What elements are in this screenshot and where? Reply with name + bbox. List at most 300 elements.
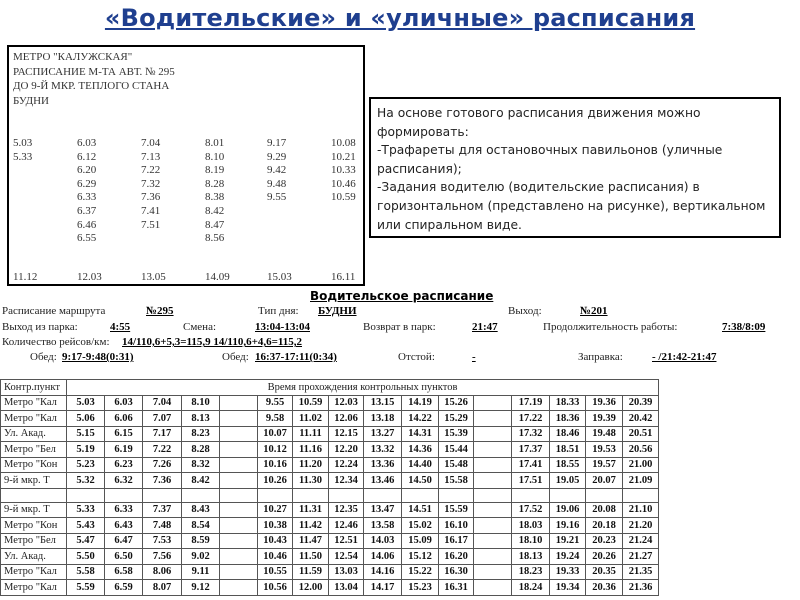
table-row [1,473,659,489]
street-time: 10.08 [331,137,356,149]
time-cell: 19.06 [550,502,586,518]
time-cell: 19.36 [586,395,623,411]
time-cell: 19.24 [550,549,586,565]
trips-value: 14/110,6+5,3=115,9 14/110,6+4,6=115,2 [122,336,303,348]
street-header-line: МЕТРО "КАЛУЖСКАЯ" [13,51,133,63]
street-footer-time: 15.03 [267,271,292,283]
time-cell: 5.32 [67,473,105,489]
time-cell: 15.48 [439,457,474,473]
empty-cell [623,488,659,502]
time-cell: 14.22 [402,411,439,427]
street-time: 6.33 [77,191,97,204]
time-cell: 5.15 [67,426,105,442]
time-cell: 14.50 [402,473,439,489]
street-time: 7.51 [141,218,161,231]
street-time-column [267,137,286,205]
time-cell: 15.29 [439,411,474,427]
time-cell: 11.16 [293,442,329,458]
trips-label: Количество рейсов/км: [2,336,110,348]
time-cell: 12.20 [329,442,364,458]
time-cell: 10.27 [258,502,293,518]
time-cell: 14.19 [402,395,439,411]
time-cell: 13.58 [364,518,402,534]
street-header-line: РАСПИСАНИЕ М-ТА АВТ. № 295 [13,65,175,78]
street-footer-time: 16.11 [331,271,356,283]
times-column-header: Время прохождения контрольных пунктов [67,380,659,396]
return-label: Возврат в парк: [363,321,436,333]
time-cell: 15.26 [439,395,474,411]
table-row [1,426,659,442]
time-cell: 15.23 [402,580,439,596]
empty-cell [474,580,512,596]
time-cell: 20.36 [586,580,623,596]
street-time: 8.47 [205,218,225,231]
time-cell: 8.07 [143,580,182,596]
time-cell: 19.53 [586,442,623,458]
empty-cell [220,549,258,565]
time-cell: 10.59 [293,395,329,411]
time-cell: 5.19 [67,442,105,458]
time-cell: 12.51 [329,533,364,549]
time-cell: 12.15 [329,426,364,442]
driver-schedule-title: Водительское расписание [310,289,494,303]
street-time-column [331,137,356,205]
street-time: 8.19 [205,164,225,177]
street-time: 8.42 [205,204,225,217]
time-cell: 5.50 [67,549,105,565]
time-cell: 15.39 [439,426,474,442]
street-time-column [205,137,224,246]
stop-name: Метро "Бел [1,442,67,458]
time-cell: 11.20 [293,457,329,473]
street-time: 7.22 [141,164,161,177]
empty-cell [474,473,512,489]
street-time: 7.36 [141,191,161,204]
time-cell: 11.02 [293,411,329,427]
time-cell: 5.43 [67,518,105,534]
time-cell: 21.20 [623,518,659,534]
time-cell: 14.31 [402,426,439,442]
time-cell: 17.52 [512,502,550,518]
empty-cell [550,488,586,502]
time-cell: 17.41 [512,457,550,473]
time-cell: 14.36 [402,442,439,458]
time-cell: 15.09 [402,533,439,549]
table-row [1,457,659,473]
empty-cell [474,533,512,549]
exit-value: №201 [580,305,608,317]
time-cell: 6.03 [105,395,143,411]
lunch2-value: 16:37-17:11(0:34) [255,351,337,363]
time-cell: 19.48 [586,426,623,442]
layover-label: Отстой: [398,351,435,363]
time-cell: 13.27 [364,426,402,442]
stop-name: Метро "Кал [1,411,67,427]
time-cell: 8.42 [182,473,220,489]
time-cell: 12.46 [329,518,364,534]
time-cell: 6.23 [105,457,143,473]
driver-line-route [0,305,800,319]
stop-name: Метро "Кон [1,518,67,534]
stop-name: 9-й мкр. Т [1,502,67,518]
time-cell: 7.17 [143,426,182,442]
time-cell: 12.06 [329,411,364,427]
time-cell: 17.32 [512,426,550,442]
street-header-line: БУДНИ [13,94,49,107]
empty-cell [474,518,512,534]
time-cell: 17.37 [512,442,550,458]
driver-line-trips [0,336,800,350]
empty-cell [258,488,293,502]
time-cell: 5.47 [67,533,105,549]
street-time: 5.03 [13,137,33,149]
stop-name: Ул. Акад. [1,426,67,442]
time-cell: 9.55 [258,395,293,411]
table-row [1,564,659,580]
time-cell: 18.55 [550,457,586,473]
time-cell: 19.05 [550,473,586,489]
street-time: 7.41 [141,204,161,217]
street-time: 8.10 [205,150,225,163]
empty-cell [220,564,258,580]
empty-cell [474,488,512,502]
time-cell: 8.32 [182,457,220,473]
time-cell: 20.26 [586,549,623,565]
time-cell: 8.23 [182,426,220,442]
street-time: 9.42 [267,164,287,177]
time-cell: 18.33 [550,395,586,411]
time-cell: 7.26 [143,457,182,473]
time-cell: 9.12 [182,580,220,596]
time-cell: 15.58 [439,473,474,489]
time-cell: 12.34 [329,473,364,489]
empty-cell [474,442,512,458]
time-cell: 16.31 [439,580,474,596]
table-row [1,580,659,596]
street-footer-time: 11.12 [13,271,38,283]
street-footer-time: 12.03 [77,271,102,283]
slide-title: «Водительские» и «уличные» расписания [104,4,696,32]
time-cell: 14.06 [364,549,402,565]
empty-cell [220,426,258,442]
empty-cell [67,488,105,502]
time-cell: 11.59 [293,564,329,580]
empty-cell [220,502,258,518]
time-cell: 13.04 [329,580,364,596]
street-footer-time: 14.09 [205,271,230,283]
duration-value: 7:38/8:09 [722,321,766,333]
time-cell: 10.46 [258,549,293,565]
time-cell: 11.30 [293,473,329,489]
time-cell: 8.06 [143,564,182,580]
street-footer-time: 13.05 [141,271,166,283]
info-box [369,97,781,238]
empty-cell [474,549,512,565]
time-cell: 19.34 [550,580,586,596]
time-cell: 13.36 [364,457,402,473]
street-time: 10.46 [331,177,356,190]
route-label: Расписание маршрута [2,305,106,317]
time-cell: 20.07 [586,473,623,489]
time-cell: 21.35 [623,564,659,580]
empty-cell [143,488,182,502]
time-cell: 17.22 [512,411,550,427]
table-row [1,533,659,549]
street-schedule [7,45,365,286]
time-cell: 13.32 [364,442,402,458]
time-cell: 13.47 [364,502,402,518]
time-cell: 9.58 [258,411,293,427]
time-cell: 15.12 [402,549,439,565]
time-cell: 19.16 [550,518,586,534]
refuel-label: Заправка: [578,351,623,363]
time-cell: 19.57 [586,457,623,473]
driver-line-park [0,321,800,335]
time-cell: 5.06 [67,411,105,427]
time-cell: 7.48 [143,518,182,534]
street-header-line: ДО 9-Й МКР. ТЕПЛОГО СТАНА [13,80,170,93]
time-cell: 21.00 [623,457,659,473]
day-value: БУДНИ [318,305,357,317]
time-cell: 8.13 [182,411,220,427]
street-time-column [77,137,96,246]
stop-name: 9-й мкр. Т [1,473,67,489]
empty-cell [474,457,512,473]
time-cell: 18.36 [550,411,586,427]
time-cell: 16.20 [439,549,474,565]
time-cell: 5.59 [67,580,105,596]
street-time: 10.59 [331,191,356,204]
time-cell: 9.02 [182,549,220,565]
stop-name: Ул. Акад. [1,549,67,565]
exit-label: Выход: [508,305,542,317]
time-cell: 21.36 [623,580,659,596]
time-cell: 6.58 [105,564,143,580]
street-time-column [13,137,32,164]
time-cell: 12.24 [329,457,364,473]
empty-cell [329,488,364,502]
empty-cell [512,488,550,502]
time-cell: 5.03 [67,395,105,411]
time-cell: 10.56 [258,580,293,596]
time-cell: 13.03 [329,564,364,580]
empty-cell [474,502,512,518]
empty-cell [586,488,623,502]
time-cell: 7.56 [143,549,182,565]
time-cell: 11.42 [293,518,329,534]
time-cell: 18.24 [512,580,550,596]
empty-cell [220,533,258,549]
time-cell: 14.17 [364,580,402,596]
time-cell: 21.27 [623,549,659,565]
empty-cell [439,488,474,502]
empty-cell [364,488,402,502]
time-cell: 11.31 [293,502,329,518]
shift-value: 13:04-13:04 [255,321,310,333]
time-cell: 12.54 [329,549,364,565]
street-time: 5.33 [13,150,33,163]
stop-name: Метро "Кал [1,564,67,580]
street-time: 9.48 [267,177,287,190]
driver-line-breaks [0,351,800,365]
return-value: 21:47 [472,321,498,333]
time-cell: 20.18 [586,518,623,534]
time-cell: 6.32 [105,473,143,489]
stop-name: Метро "Кал [1,395,67,411]
time-cell: 19.39 [586,411,623,427]
time-cell: 8.28 [182,442,220,458]
time-cell: 18.51 [550,442,586,458]
time-cell: 20.39 [623,395,659,411]
time-cell: 7.37 [143,502,182,518]
time-cell: 8.59 [182,533,220,549]
time-cell: 14.16 [364,564,402,580]
time-cell: 5.23 [67,457,105,473]
time-cell: 14.51 [402,502,439,518]
time-cell: 18.46 [550,426,586,442]
time-cell: 21.24 [623,533,659,549]
empty-cell [220,488,258,502]
time-cell: 19.33 [550,564,586,580]
empty-cell [220,395,258,411]
street-time: 8.56 [205,232,225,245]
time-cell: 20.23 [586,533,623,549]
shift-label: Смена: [183,321,217,333]
time-cell: 19.21 [550,533,586,549]
time-cell: 9.11 [182,564,220,580]
time-cell: 10.16 [258,457,293,473]
time-cell: 12.35 [329,502,364,518]
time-cell: 12.00 [293,580,329,596]
time-cell: 20.35 [586,564,623,580]
driver-schedule-table [0,379,659,596]
time-cell: 16.10 [439,518,474,534]
street-time: 6.46 [77,218,97,231]
info-bullet: -Задания водителю (водительские расписания) в горизонтальном (представлено на рисунке), вертикальном или спиральном виде. [377,180,766,232]
table-gap-row [1,488,659,502]
lunch2-label: Обед: [222,351,249,363]
street-time: 6.55 [77,232,97,245]
time-cell: 14.40 [402,457,439,473]
empty-cell [220,457,258,473]
info-intro: На основе готового расписания движения можно формировать: [377,106,701,139]
empty-cell [474,564,512,580]
street-time: 9.55 [267,191,287,204]
street-time: 7.13 [141,150,161,163]
street-time: 6.37 [77,204,97,217]
time-cell: 17.19 [512,395,550,411]
street-time-column [141,137,160,232]
street-time: 8.01 [205,137,225,149]
empty-cell [220,580,258,596]
empty-cell [220,411,258,427]
time-cell: 11.50 [293,549,329,565]
time-cell: 18.23 [512,564,550,580]
empty-cell [474,411,512,427]
street-time: 6.12 [77,150,97,163]
street-time: 7.32 [141,177,161,190]
duration-label: Продолжительность работы: [543,321,678,333]
time-cell: 7.36 [143,473,182,489]
time-cell: 15.59 [439,502,474,518]
empty-cell [105,488,143,502]
time-cell: 15.02 [402,518,439,534]
empty-cell [182,488,220,502]
time-cell: 20.51 [623,426,659,442]
empty-cell [474,426,512,442]
empty-cell [220,473,258,489]
empty-cell [220,518,258,534]
time-cell: 6.06 [105,411,143,427]
table-row [1,518,659,534]
time-cell: 6.33 [105,502,143,518]
time-cell: 14.03 [364,533,402,549]
table-row [1,395,659,411]
time-cell: 6.43 [105,518,143,534]
time-cell: 18.10 [512,533,550,549]
street-time: 9.17 [267,137,287,149]
time-cell: 10.43 [258,533,293,549]
time-cell: 16.30 [439,564,474,580]
street-time: 10.33 [331,164,356,177]
time-cell: 6.50 [105,549,143,565]
table-row [1,442,659,458]
time-cell: 18.13 [512,549,550,565]
empty-cell [474,395,512,411]
time-cell: 21.10 [623,502,659,518]
street-time: 6.29 [77,177,97,190]
street-time: 6.03 [77,137,97,149]
time-cell: 11.11 [293,426,329,442]
table-row [1,549,659,565]
time-cell: 10.07 [258,426,293,442]
time-cell: 6.19 [105,442,143,458]
time-cell: 6.47 [105,533,143,549]
time-cell: 8.10 [182,395,220,411]
time-cell: 8.43 [182,502,220,518]
info-bullet: -Трафареты для остановочных павильонов (уличные расписания); [377,143,723,176]
table-row [1,502,659,518]
stop-name: Метро "Кал [1,580,67,596]
time-cell: 5.33 [67,502,105,518]
lunch1-label: Обед: [30,351,57,363]
time-cell: 13.18 [364,411,402,427]
time-cell: 21.09 [623,473,659,489]
time-cell: 7.07 [143,411,182,427]
street-time: 10.21 [331,150,356,163]
depart-value: 4:55 [110,321,131,333]
time-cell: 15.22 [402,564,439,580]
stop-name: Метро "Бел [1,533,67,549]
table-header-row [1,380,659,396]
depart-label: Выход из парка: [2,321,78,333]
street-time: 7.04 [141,137,161,149]
time-cell: 16.17 [439,533,474,549]
time-cell: 20.08 [586,502,623,518]
time-cell: 6.15 [105,426,143,442]
time-cell: 8.54 [182,518,220,534]
time-cell: 13.46 [364,473,402,489]
empty-cell [220,442,258,458]
time-cell: 7.04 [143,395,182,411]
empty-cell [293,488,329,502]
time-cell: 20.56 [623,442,659,458]
time-cell: 20.42 [623,411,659,427]
empty-cell [402,488,439,502]
stop-column-header: Контр.пункт [1,380,67,396]
time-cell: 10.12 [258,442,293,458]
layover-value: - [472,351,476,363]
